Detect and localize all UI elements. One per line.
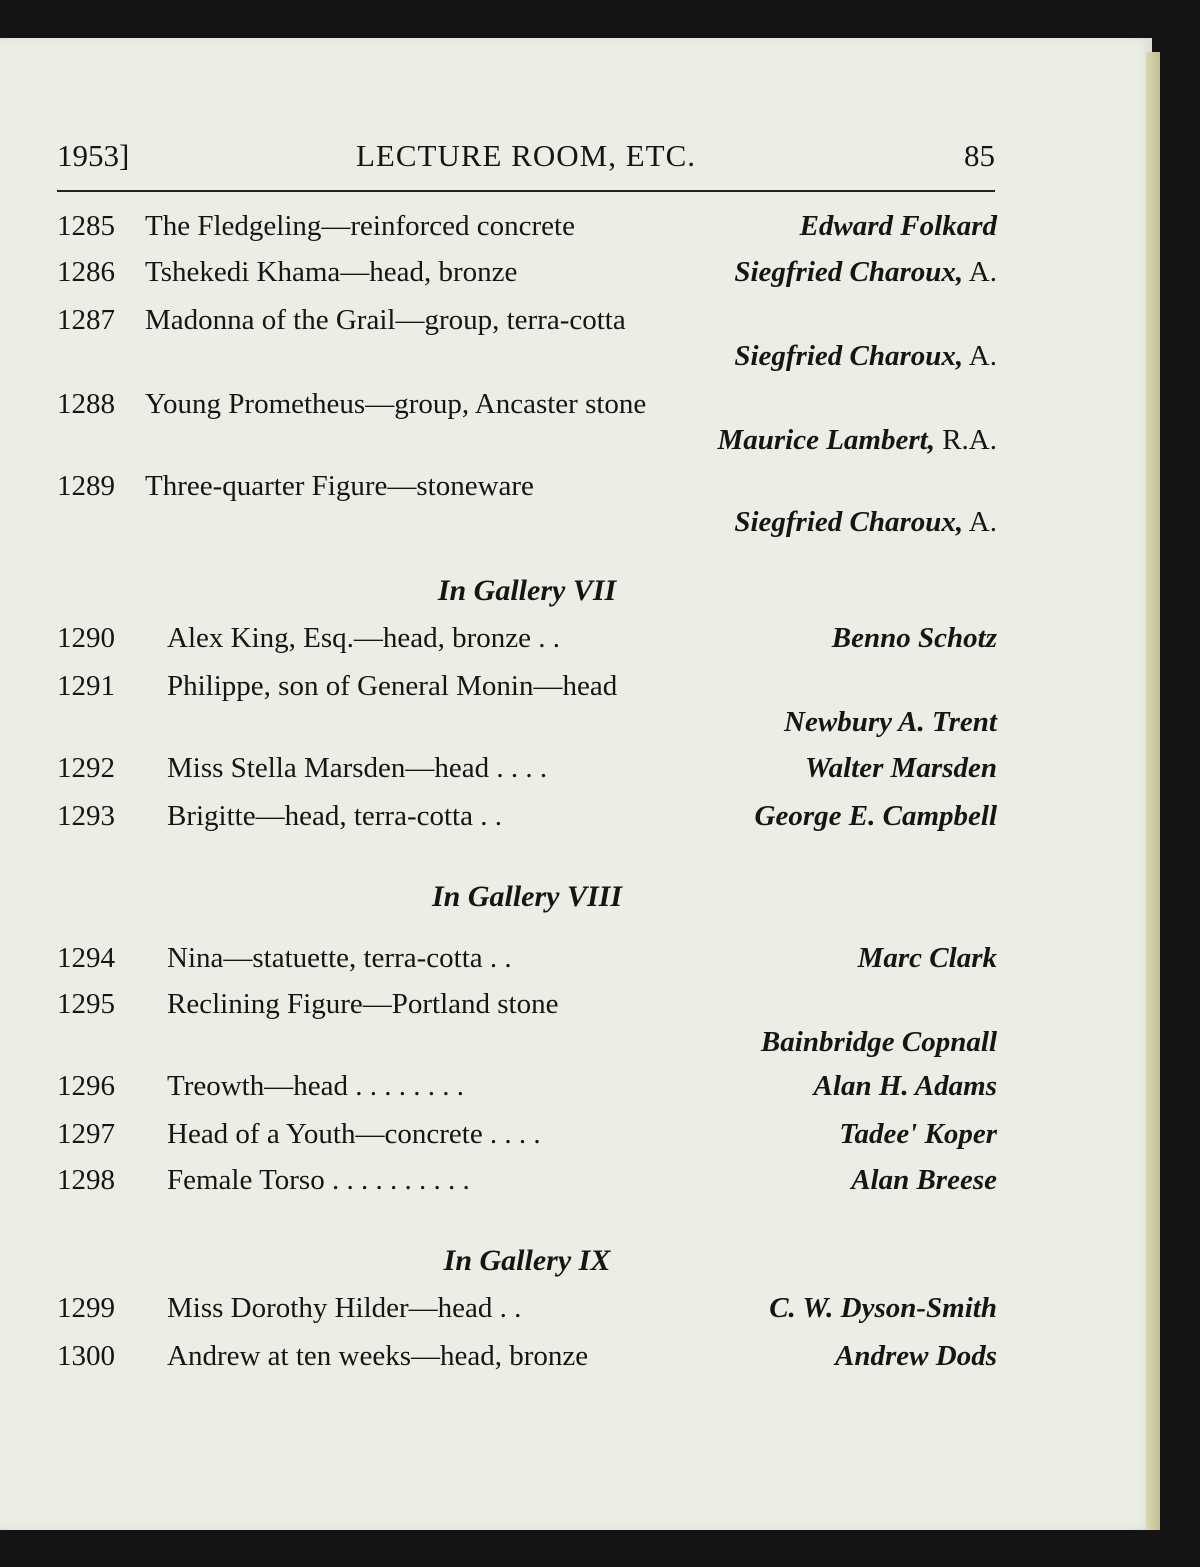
entry-number: 1297	[57, 1118, 115, 1150]
entry-artist: Alan Breese	[851, 1164, 997, 1196]
header-rule	[57, 190, 995, 192]
entry-title: Alex King, Esq.—head, bronze . .	[167, 622, 561, 654]
entry-number: 1287	[57, 304, 115, 336]
catalogue-entry	[57, 670, 997, 708]
entry-artist: Tadee' Koper	[839, 1118, 997, 1150]
entry-artist: Siegfried Charoux, A.	[734, 256, 997, 288]
entry-artist: Maurice Lambert, R.A.	[717, 424, 997, 456]
entry-title: Treowth—head . . . . . . . .	[167, 1070, 464, 1102]
entry-number: 1292	[57, 752, 115, 784]
entry-number: 1296	[57, 1070, 115, 1102]
header-year: 1953]	[57, 138, 130, 173]
entry-title: Brigitte—head, terra-cotta . .	[167, 800, 502, 832]
entry-number: 1298	[57, 1164, 115, 1196]
catalogue-entry	[57, 1070, 997, 1108]
entry-artist: Marc Clark	[857, 942, 997, 974]
catalogue-entry	[57, 752, 997, 790]
entry-title: Miss Dorothy Hilder—head . .	[167, 1292, 522, 1324]
header-title: LECTURE ROOM, ETC.	[355, 138, 697, 173]
page-edge	[1146, 52, 1160, 1530]
entry-artist: Alan H. Adams	[813, 1070, 997, 1102]
catalogue-entry	[57, 988, 997, 1026]
catalogue-entry	[57, 210, 997, 248]
entry-number: 1300	[57, 1340, 115, 1372]
catalogue-entry	[57, 942, 997, 980]
entry-artist-line	[57, 706, 997, 744]
catalogue-entry	[57, 304, 997, 342]
entry-title: Reclining Figure—Portland stone	[167, 988, 559, 1020]
entry-number: 1299	[57, 1292, 115, 1324]
entry-title: Tshekedi Khama—head, bronze	[145, 256, 518, 288]
entry-artist: Andrew Dods	[835, 1340, 997, 1372]
gallery-heading: In Gallery VII	[437, 574, 617, 607]
entry-artist-line	[57, 424, 997, 462]
entry-artist: Benno Schotz	[831, 622, 997, 654]
entry-artist: Bainbridge Copnall	[760, 1026, 997, 1058]
entry-title: Female Torso . . . . . . . . . .	[167, 1164, 470, 1196]
entry-number: 1290	[57, 622, 115, 654]
catalogue-entry	[57, 1118, 997, 1156]
gallery-heading: In Gallery VIII	[431, 880, 623, 913]
catalogue-entry	[57, 622, 997, 660]
catalogue-entry	[57, 1340, 997, 1378]
catalogue-entry	[57, 388, 997, 426]
page-number: 85	[964, 138, 995, 173]
entry-artist: Newbury A. Trent	[784, 706, 997, 738]
catalogue-entry	[57, 256, 997, 294]
catalogue-entry	[57, 1164, 997, 1202]
entry-title: Nina—statuette, terra-cotta . .	[167, 942, 512, 974]
gallery-heading: In Gallery IX	[443, 1244, 611, 1277]
entry-artist: George E. Campbell	[754, 800, 997, 832]
entry-number: 1294	[57, 942, 115, 974]
entry-artist: Siegfried Charoux, A.	[734, 340, 997, 372]
catalogue-entry	[57, 800, 997, 838]
entry-artist-line	[57, 506, 997, 544]
entry-number: 1288	[57, 388, 115, 420]
entry-title: Three-quarter Figure—stoneware	[145, 470, 534, 502]
entry-title: Miss Stella Marsden—head . . . .	[167, 752, 548, 784]
entry-title: Andrew at ten weeks—head, bronze	[167, 1340, 589, 1372]
catalogue-entry	[57, 470, 997, 508]
entry-title: Madonna of the Grail—group, terra-cotta	[145, 304, 626, 336]
entry-artist: Siegfried Charoux, A.	[734, 506, 997, 538]
running-header	[57, 138, 995, 182]
entry-number: 1291	[57, 670, 115, 702]
entry-number: 1293	[57, 800, 115, 832]
entry-artist: C. W. Dyson-Smith	[769, 1292, 997, 1324]
entry-artist: Walter Marsden	[804, 752, 997, 784]
entry-artist-line	[57, 340, 997, 378]
entry-artist: Edward Folkard	[799, 210, 997, 242]
entry-title: Young Prometheus—group, Ancaster stone	[145, 388, 647, 420]
entry-title: Philippe, son of General Monin—head	[167, 670, 618, 702]
entry-artist-line	[57, 1026, 997, 1064]
entry-number: 1289	[57, 470, 115, 502]
entry-title: The Fledgeling—reinforced concrete	[145, 210, 575, 242]
entry-number: 1286	[57, 256, 115, 288]
catalogue-entry	[57, 1292, 997, 1330]
entry-title: Head of a Youth—concrete . . . .	[167, 1118, 541, 1150]
entry-number: 1295	[57, 988, 115, 1020]
entry-number: 1285	[57, 210, 115, 242]
